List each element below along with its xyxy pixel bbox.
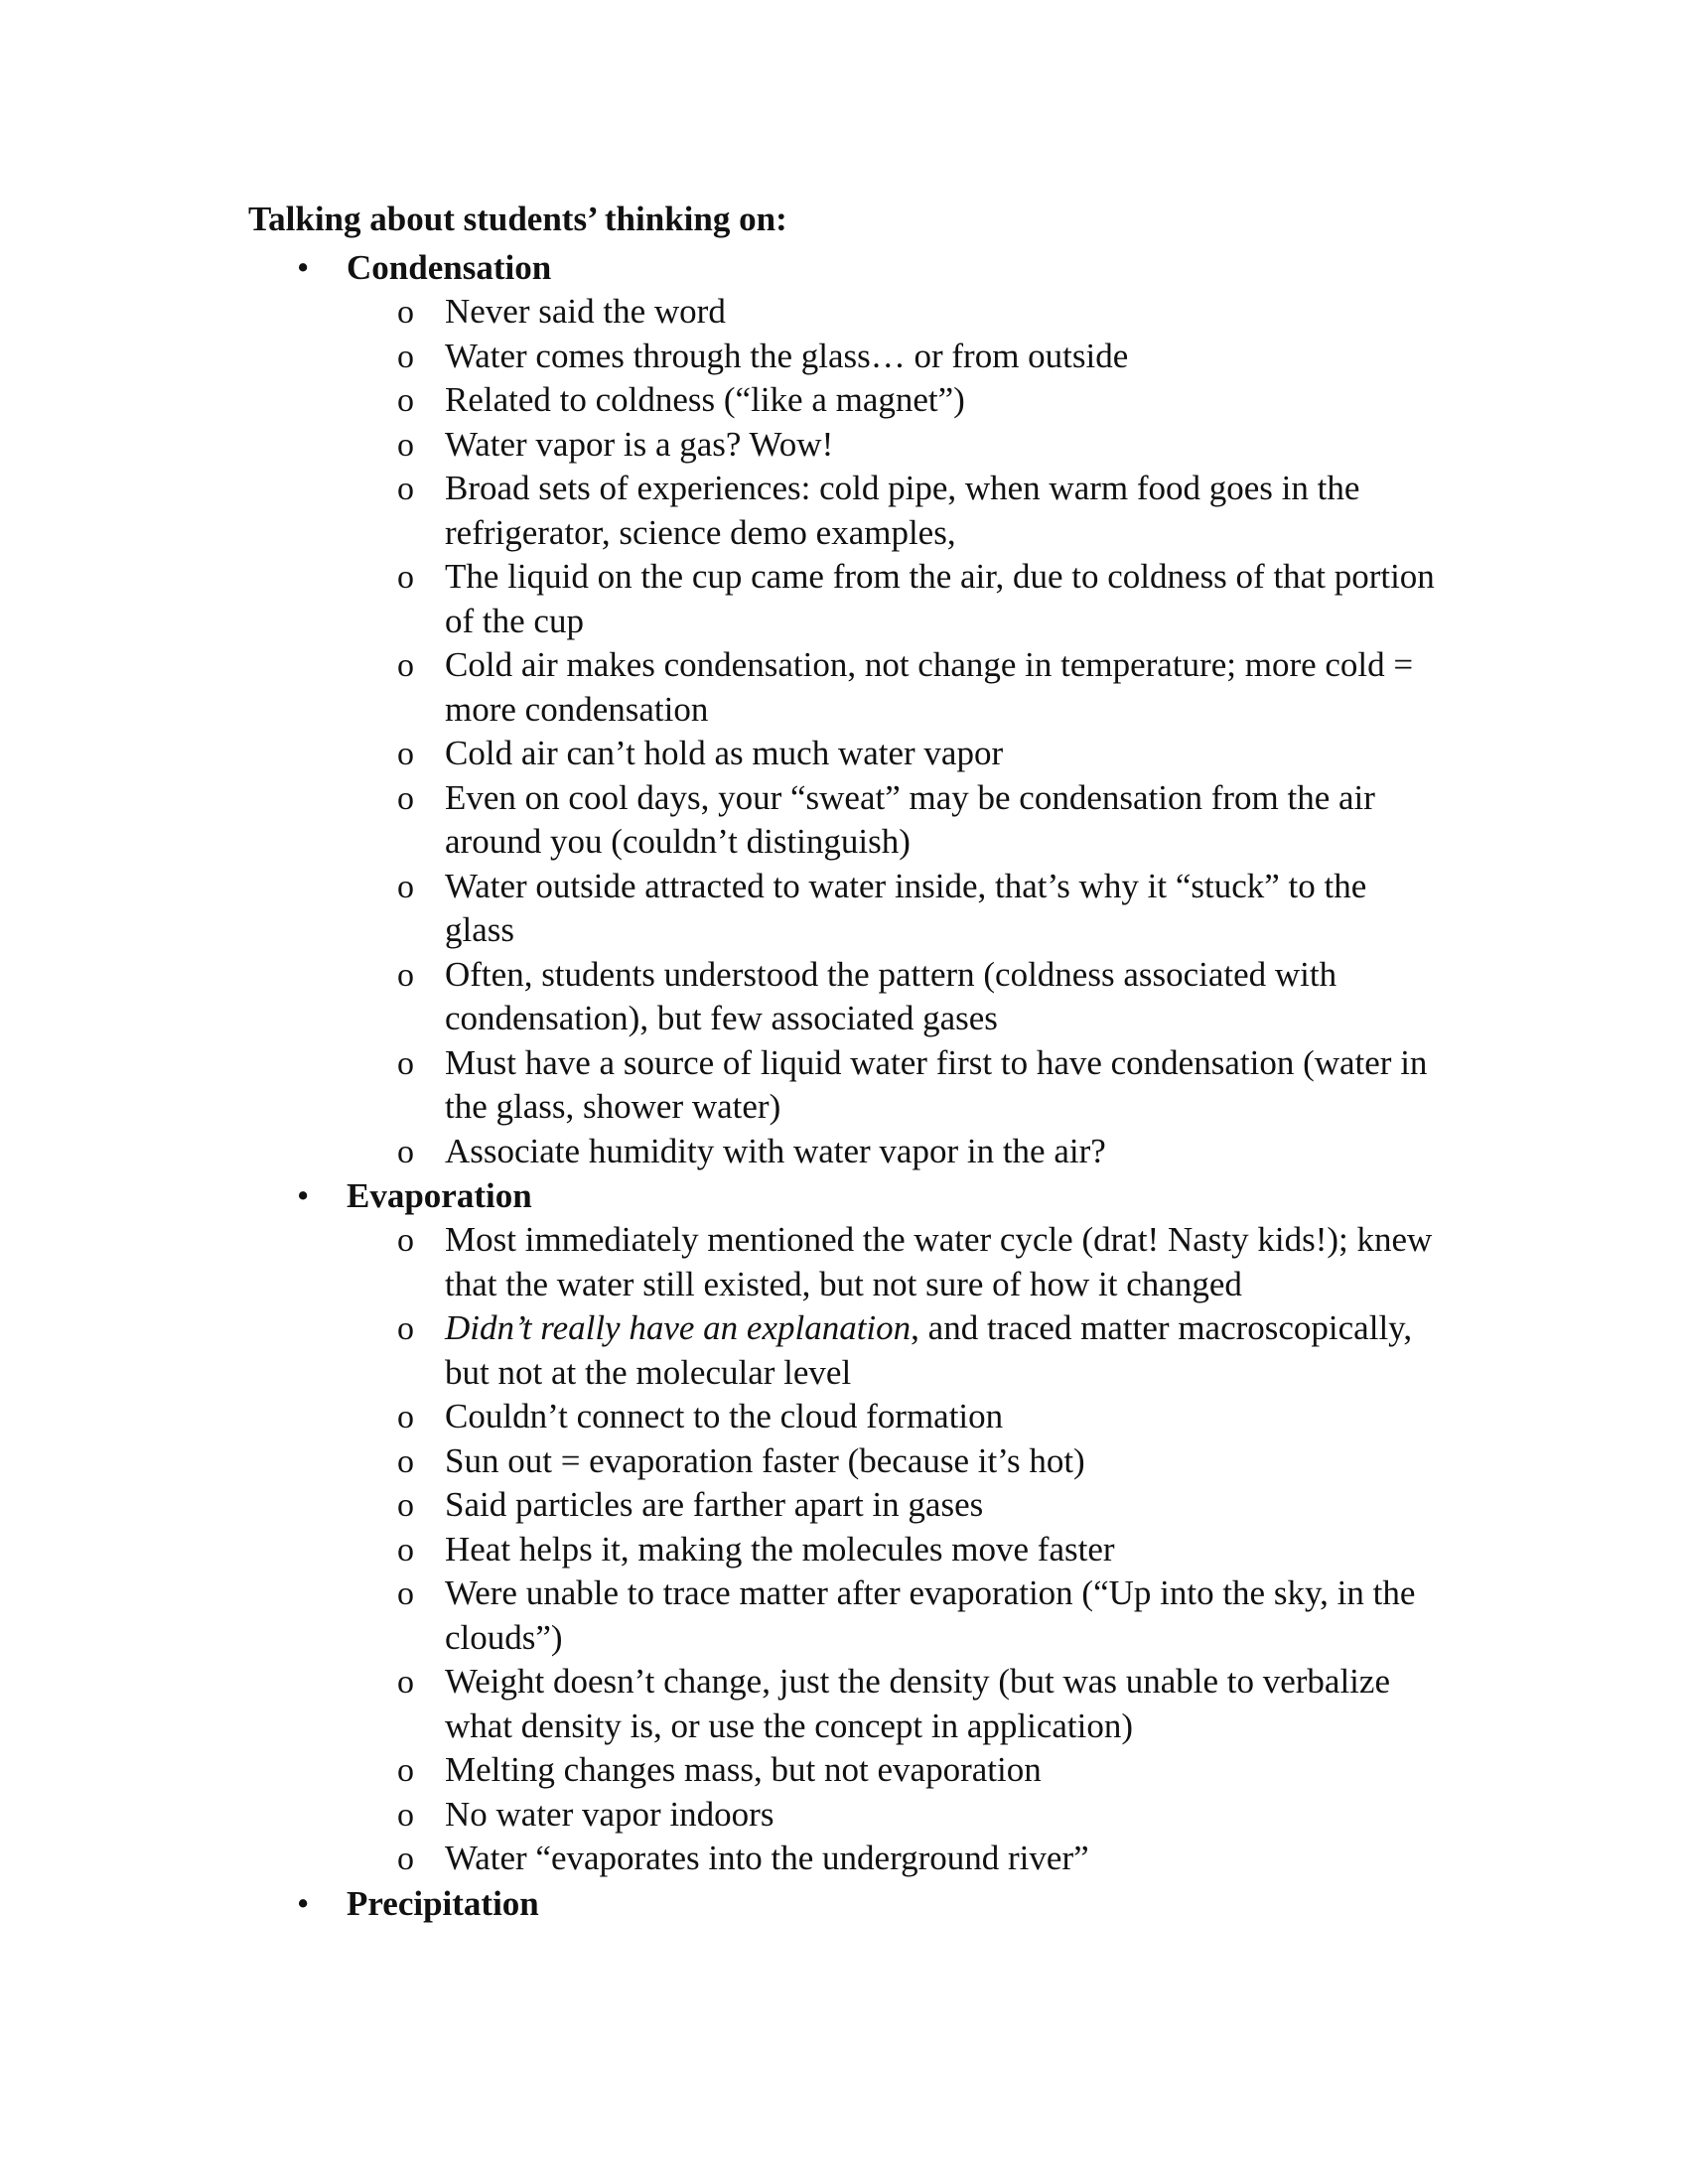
list-item xyxy=(0,1395,1443,1439)
item-text: Said particles are farther apart in gases xyxy=(445,1485,984,1524)
list-item-text xyxy=(445,1043,1427,1127)
list-item xyxy=(0,776,1443,865)
sub-bullet-icon: o xyxy=(397,868,414,905)
list-item-text xyxy=(445,1839,1089,1877)
list-item xyxy=(0,732,1443,776)
item-text: Weight doesn’t change, just the density (but was unable to verbalize what density is, or use the concept in application) xyxy=(445,1662,1390,1745)
bullet-icon: • xyxy=(297,1883,310,1923)
item-text: Most immediately mentioned the water cycle (drat! Nasty kids!); knew that the water still existed, but not sure of how it changed xyxy=(445,1220,1433,1303)
sub-bullet-icon: o xyxy=(397,471,414,507)
item-text: , and traced matter macroscopically, but not at the molecular level xyxy=(445,1308,1413,1392)
bullet-icon: • xyxy=(297,248,310,287)
sub-bullet-icon: o xyxy=(397,1487,414,1524)
section-precipitation xyxy=(0,1881,1688,1926)
sub-bullet-icon: o xyxy=(397,1133,414,1170)
bullet-icon: • xyxy=(297,1176,310,1215)
list-item-text xyxy=(445,292,726,331)
item-text: Associate humidity with water vapor in the air? xyxy=(445,1131,1106,1170)
list-item xyxy=(0,378,1443,423)
list-item xyxy=(0,865,1443,953)
list-item xyxy=(0,1218,1443,1306)
item-list xyxy=(0,1218,1688,1881)
item-text: Heat helps it, making the molecules move faster xyxy=(445,1529,1115,1569)
list-item xyxy=(0,1528,1443,1572)
section-title: Evaporation xyxy=(347,1176,532,1215)
sub-bullet-icon: o xyxy=(397,559,414,596)
sub-bullet-icon: o xyxy=(397,294,414,331)
sub-bullet-icon: o xyxy=(397,1399,414,1435)
list-item-text xyxy=(445,778,1375,862)
list-item-text xyxy=(445,337,1128,375)
section-evaporation xyxy=(0,1173,1688,1881)
item-text: Cold air makes condensation, not change in temperature; more cold = more condensation xyxy=(445,645,1414,729)
list-item-text xyxy=(445,1795,774,1834)
item-text: Couldn’t connect to the cloud formation xyxy=(445,1397,1004,1435)
sub-bullet-icon: o xyxy=(397,1841,414,1877)
item-text: Often, students understood the pattern (coldness associated with condensation), but few associated gases xyxy=(445,954,1337,1037)
item-text: Even on cool days, your “sweat” may be condensation from the air around you (couldn’t distinguish) xyxy=(445,777,1375,861)
item-text: Sun out = evaporation faster (because it’s hot) xyxy=(445,1440,1085,1480)
sub-bullet-icon: o xyxy=(397,338,414,375)
list-item xyxy=(0,1483,1443,1528)
list-item-text xyxy=(445,645,1413,729)
sub-bullet-icon: o xyxy=(397,956,414,994)
item-list xyxy=(0,290,1688,1173)
sub-bullet-icon: o xyxy=(397,1044,414,1082)
list-item xyxy=(0,1660,1443,1748)
list-item-text xyxy=(445,1220,1432,1303)
item-text: Water vapor is a gas? Wow! xyxy=(445,424,834,464)
sub-bullet-icon: o xyxy=(397,736,414,772)
section-list xyxy=(0,245,1688,1926)
list-item-text xyxy=(445,557,1435,640)
section-heading xyxy=(0,1881,1688,1926)
list-item xyxy=(0,1837,1443,1881)
sub-bullet-icon: o xyxy=(397,1222,414,1259)
list-item-text xyxy=(445,1397,1003,1435)
sub-bullet-icon: o xyxy=(397,1752,414,1789)
sub-bullet-icon: o xyxy=(397,1664,414,1701)
list-item-text xyxy=(445,469,1359,552)
list-item xyxy=(0,1439,1443,1484)
item-text: Water “evaporates into the underground river” xyxy=(445,1839,1089,1877)
list-item xyxy=(0,1748,1443,1793)
item-text: Related to coldness (“like a magnet”) xyxy=(445,380,965,419)
item-text: Must have a source of liquid water first to have condensation (water in the glass, shower water) xyxy=(445,1042,1428,1126)
list-item xyxy=(0,290,1443,335)
sub-bullet-icon: o xyxy=(397,426,414,464)
list-item xyxy=(0,643,1443,732)
item-text: Water comes through the glass… or from outside xyxy=(445,336,1129,375)
list-item xyxy=(0,423,1443,468)
item-text: Never said the word xyxy=(445,292,726,331)
list-item xyxy=(0,1041,1443,1130)
list-item xyxy=(0,1130,1443,1174)
sub-bullet-icon: o xyxy=(397,1310,414,1347)
sub-bullet-icon: o xyxy=(397,647,414,684)
sub-bullet-icon: o xyxy=(397,1531,414,1569)
list-item xyxy=(0,1571,1443,1660)
list-item-text xyxy=(445,1308,1412,1392)
list-item-text xyxy=(445,1662,1390,1745)
item-text: Melting changes mass, but not evaporation xyxy=(445,1750,1042,1789)
list-item xyxy=(0,1306,1443,1395)
item-text: Broad sets of experiences: cold pipe, when warm food goes in the refrigerator, science demo examples, xyxy=(445,469,1360,552)
sub-bullet-icon: o xyxy=(397,779,414,817)
document-title: Talking about students’ thinking on: xyxy=(248,200,787,238)
list-item-text xyxy=(445,380,965,419)
list-item-text xyxy=(445,425,833,464)
item-text: Water outside attracted to water inside, that’s why it “stuck” to the glass xyxy=(445,866,1367,949)
section-heading xyxy=(0,1173,1688,1218)
sub-bullet-icon: o xyxy=(397,382,414,419)
list-item xyxy=(0,1793,1443,1838)
section-heading xyxy=(0,245,1688,290)
list-item-text xyxy=(445,955,1336,1038)
item-text: Cold air can’t hold as much water vapor xyxy=(445,734,1004,772)
list-item-text xyxy=(445,1132,1106,1170)
list-item-text xyxy=(445,867,1366,950)
list-item-text xyxy=(445,1485,983,1524)
list-item-text xyxy=(445,1573,1415,1657)
list-item xyxy=(0,335,1443,379)
list-item-text xyxy=(445,1530,1115,1569)
section-title: Precipitation xyxy=(347,1883,539,1923)
list-item xyxy=(0,555,1443,643)
emphasized-text: Didn’t really have an explanation xyxy=(445,1308,912,1347)
sub-bullet-icon: o xyxy=(397,1796,414,1834)
item-text: No water vapor indoors xyxy=(445,1794,774,1834)
list-item-text xyxy=(445,734,1003,772)
list-item-text xyxy=(445,1750,1042,1789)
item-text: Were unable to trace matter after evaporation (“Up into the sky, in the clouds”) xyxy=(445,1573,1416,1657)
list-item-text xyxy=(445,1441,1085,1480)
sub-bullet-icon: o xyxy=(397,1442,414,1480)
sub-bullet-icon: o xyxy=(397,1575,414,1612)
section-condensation xyxy=(0,245,1688,1173)
item-text: The liquid on the cup came from the air, due to coldness of that portion of the cup xyxy=(445,557,1435,640)
list-item xyxy=(0,467,1443,555)
section-title: Condensation xyxy=(347,248,552,287)
list-item xyxy=(0,953,1443,1041)
